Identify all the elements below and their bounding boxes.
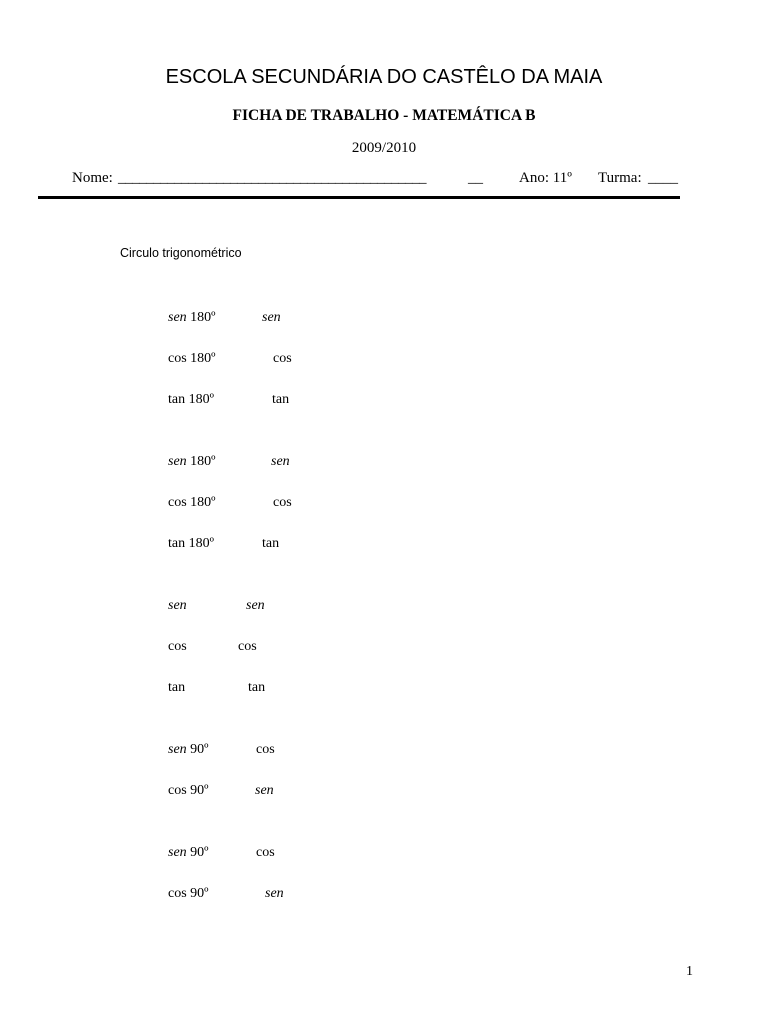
identity-row xyxy=(168,680,266,696)
identity-row xyxy=(168,742,275,758)
name-label: Nome: xyxy=(72,170,113,186)
right-function: tan xyxy=(248,680,266,695)
identity-row xyxy=(168,310,281,326)
left-function: tan xyxy=(168,680,186,695)
section-title: Circulo trigonométrico xyxy=(120,246,242,260)
left-function: sen xyxy=(168,454,187,469)
identity-row xyxy=(168,845,275,861)
identity-row xyxy=(168,392,290,408)
turma-blank[interactable]: ____ xyxy=(648,170,678,186)
right-function: sen xyxy=(262,310,281,325)
name-blank-tail: __ xyxy=(468,170,483,186)
left-angle: 180º xyxy=(188,392,214,407)
identity-row xyxy=(168,536,280,552)
header-divider xyxy=(38,196,680,199)
right-function: tan xyxy=(262,536,280,551)
left-function: cos xyxy=(168,639,187,654)
identity-row xyxy=(168,454,290,470)
right-function: sen xyxy=(246,598,265,613)
left-angle: 90º xyxy=(190,783,209,798)
identity-row xyxy=(168,598,265,614)
identity-row xyxy=(168,886,284,902)
left-angle: 180º xyxy=(190,310,216,325)
right-function: cos xyxy=(256,845,275,860)
right-function: cos xyxy=(256,742,275,757)
left-function: cos xyxy=(168,495,187,510)
left-function: sen xyxy=(168,310,187,325)
left-function: sen xyxy=(168,598,187,613)
left-function: tan xyxy=(168,392,186,407)
page-number: 1 xyxy=(686,964,693,979)
left-function: tan xyxy=(168,536,186,551)
right-function: sen xyxy=(255,783,274,798)
name-blank[interactable]: ____________________________________________ xyxy=(118,170,426,186)
school-year: 2009/2010 xyxy=(351,140,417,156)
left-angle: 180º xyxy=(190,495,216,510)
right-function: sen xyxy=(271,454,290,469)
identity-row xyxy=(168,351,292,367)
left-angle: 90º xyxy=(190,886,209,901)
right-function: cos xyxy=(273,351,292,366)
right-function: cos xyxy=(273,495,292,510)
left-function: sen xyxy=(168,845,187,860)
identity-row xyxy=(168,783,274,799)
right-function: cos xyxy=(238,639,257,654)
left-angle: 90º xyxy=(190,845,209,860)
left-function: sen xyxy=(168,742,187,757)
right-function: sen xyxy=(265,886,284,901)
left-function: cos xyxy=(168,783,187,798)
school-name: ESCOLA SECUNDÁRIA DO CASTÊLO DA MAIA xyxy=(165,66,603,88)
identity-row xyxy=(168,495,292,511)
left-angle: 180º xyxy=(188,536,214,551)
left-angle: 180º xyxy=(190,454,216,469)
left-function: cos xyxy=(168,886,187,901)
right-function: tan xyxy=(272,392,290,407)
left-angle: 180º xyxy=(190,351,216,366)
ano-label: Ano: 11º xyxy=(519,170,572,186)
worksheet-title: FICHA DE TRABALHO - MATEMÁTICA B xyxy=(232,107,536,124)
identity-row xyxy=(168,639,257,655)
left-function: cos xyxy=(168,351,187,366)
turma-label: Turma: xyxy=(598,170,642,186)
left-angle: 90º xyxy=(190,742,209,757)
